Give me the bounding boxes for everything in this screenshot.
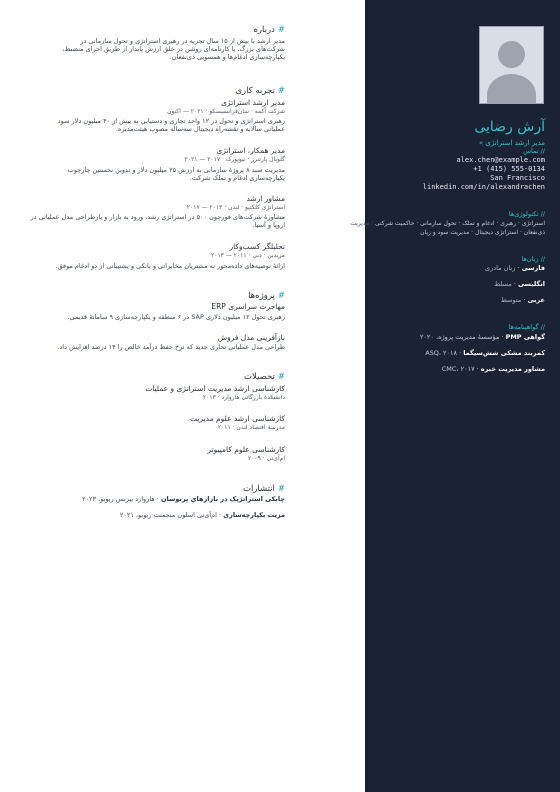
job-description: رهبری استراتژی و تحول در ۱۲ واحد تجاری و دستیابی به بیش از ۴۰ میلیون دلار سود عملیاتی سالانه و نقشه‌راه دیجیتال سه‌ساله مصوب هیئت‌مدیره. <box>57 117 285 133</box>
cert-name: مشاور مدیریت خبره <box>480 365 545 373</box>
project-description: رهبری تحول ۱۲ میلیون دلاری SAP در ۶ منطقه و یکپارچه‌سازی ۹ سامانهٔ قدیمی. <box>67 313 285 321</box>
job-role: مدیر ارشد استراتژی <box>221 98 285 107</box>
job-description: مدیریت سبد ۸ پروژهٔ سازمانی به ارزش ۲۵ میلیون دلار و تدوین نخستین چارچوب یکپارچه‌سازی ادغام و تملک شرکت. <box>67 166 285 182</box>
city: San Francisco <box>490 174 545 182</box>
cert-detail: CMC، ۲۰۱۷ <box>441 365 475 373</box>
tech-line-2: ذی‌نفعان · استراتژی دیجیتال · مدیریت سود و زیان <box>420 229 545 236</box>
hash-icon: # <box>277 25 285 35</box>
language-item: فارسی · زبان مادری <box>485 264 545 272</box>
language-item: انگلیسی · مسلط <box>494 280 545 288</box>
job-meta: شرکت آکمه · سان‌فرانسیسکو · ۲۰۲۱ — اکنون <box>167 108 285 115</box>
job-role: تحلیلگر کسب‌وکار <box>229 242 285 251</box>
about-heading: #درباره <box>253 25 285 35</box>
degree: کارشناسی ارشد مدیریت استراتژی و عملیات <box>145 384 285 393</box>
cert-detail: مؤسسهٔ مدیریت پروژه، ۲۰۲۰ <box>419 333 500 341</box>
language-name: فارسی <box>521 264 545 272</box>
publication-title: چابکی استراتژیک در بازارهای پرنوسان <box>160 495 285 503</box>
cert-name: کمربند مشکی شش‌سیگما <box>463 349 545 357</box>
language-name: عربی <box>527 296 545 304</box>
school: مدرسهٔ اقتصاد لندن · ۲۰۱۱ <box>217 424 285 431</box>
project-description: طراحی مدل عملیاتی تجاری جدید که نرخ حفظ درآمد خالص را ۱۴ درصد افزایش داد. <box>57 343 285 351</box>
phone-number: +1 (415) 555-0134 <box>473 165 545 173</box>
publication-venue: ام‌آی‌تی اسلون منجمنت ریویو، ۲۰۲۱ <box>119 511 217 519</box>
tech-line-1: استراتژی · رهبری · ادغام و تملک · تحول سازمانی · حاکمیت شرکتی <box>374 220 545 227</box>
about-text: مدیر ارشد با بیش از ۱۵ سال تجربه در رهبری استراتژی و تحول سازمانی در شرکت‌های بزرگ، با کارنامه‌ای روشن در خلق ارزش پایدار از طریق اجرای منضبط، یکپارچه‌سازی ادغام‌ها و همسویی ذی‌نفعان. <box>62 37 285 61</box>
language-name: انگلیسی <box>518 280 545 288</box>
education-heading: #تحصیلات <box>244 372 285 382</box>
job-description: ارائهٔ توصیه‌های داده‌محور به مشتریان مخابراتی و بانکی و پشتیبانی از دو ادغام موفق. <box>55 262 285 270</box>
job-meta: گلوبال پارتنرز · نیویورک · ۲۰۱۷ — ۲۰۲۱ <box>184 156 285 163</box>
person-name: آرش رضایی <box>474 119 545 135</box>
cert-detail: ASQ، ۲۰۱۸ <box>425 349 458 357</box>
publication-item: مزیت یکپارچه‌سازی · ام‌آی‌تی اسلون منجمنت ریویو، ۲۰۲۱ <box>119 511 285 519</box>
tech-line-1-faint: · مدیریت <box>350 220 374 227</box>
publications-heading: #انتشارات <box>242 484 285 494</box>
contact-heading: // تماس <box>523 147 545 155</box>
cert-item: گواهی PMP · مؤسسهٔ مدیریت پروژه، ۲۰۲۰ <box>419 333 545 341</box>
languages-heading: // زبان‌ها <box>521 255 545 263</box>
job-description: مشاورهٔ شرکت‌های فورچون ۵۰۰ در استراتژی رشد، ورود به بازار و بازطراحی مدل عملیاتی در اروپا و آسیا. <box>30 213 285 229</box>
certs-heading: // گواهینامه‌ها <box>508 323 545 331</box>
language-level: زبان مادری <box>485 264 516 272</box>
school: ام‌آی‌تی · ۲۰۰۹ <box>247 455 285 462</box>
job-meta: مریدین · دبی · ۲۰۱۱ — ۲۰۱۳ <box>211 252 285 259</box>
person-title: مدیر ارشد استراتژی » <box>478 139 545 147</box>
projects-heading: #پروژه‌ها <box>248 291 285 301</box>
language-level: متوسط <box>500 296 522 304</box>
job-role: مدیر همکار، استراتژی <box>216 146 285 155</box>
email-link[interactable]: alex.chen@example.com <box>456 156 545 164</box>
tech-heading: // تکنولوژی‌ها <box>508 210 545 218</box>
degree: کارشناسی علوم کامپیوتر <box>207 445 285 454</box>
publication-item: چابکی استراتژیک در بازارهای پرنوسان · هاروارد بیزنس ریویو، ۲۰۲۳ <box>82 495 285 503</box>
project-title: مهاجرت سراسری ERP <box>211 302 285 311</box>
degree: کارشناسی ارشد علوم مدیریت <box>189 414 285 423</box>
hash-icon: # <box>277 291 285 301</box>
avatar-placeholder-icon <box>479 26 544 104</box>
language-level: مسلط <box>494 280 512 288</box>
cert-item: کمربند مشکی شش‌سیگما · ASQ، ۲۰۱۸ <box>425 349 545 357</box>
contact-block <box>423 156 545 192</box>
language-item: عربی · متوسط <box>500 296 545 304</box>
job-role: مشاور ارشد <box>246 194 285 203</box>
project-title: بازآفرینی مدل فروش <box>217 333 285 342</box>
cert-item: مشاور مدیریت خبره · CMC، ۲۰۱۷ <box>441 365 545 373</box>
hash-icon: # <box>277 372 285 382</box>
hash-icon: # <box>277 484 285 494</box>
job-meta: استراتژی کلکتیو · لندن · ۲۰۱۳ — ۲۰۱۷ <box>186 204 285 211</box>
publication-venue: هاروارد بیزنس ریویو، ۲۰۲۳ <box>82 495 155 503</box>
experience-heading: #تجربه کاری <box>235 86 285 96</box>
linkedin-link[interactable]: linkedin.com/in/alexandrachen <box>422 183 545 191</box>
publication-title: مزیت یکپارچه‌سازی <box>223 511 285 519</box>
hash-icon: # <box>277 86 285 96</box>
school: دانشکدهٔ بازرگانی هاروارد · ۲۰۱۳ <box>202 394 285 401</box>
cert-name: گواهی PMP <box>505 333 545 341</box>
sidebar <box>350 0 560 792</box>
